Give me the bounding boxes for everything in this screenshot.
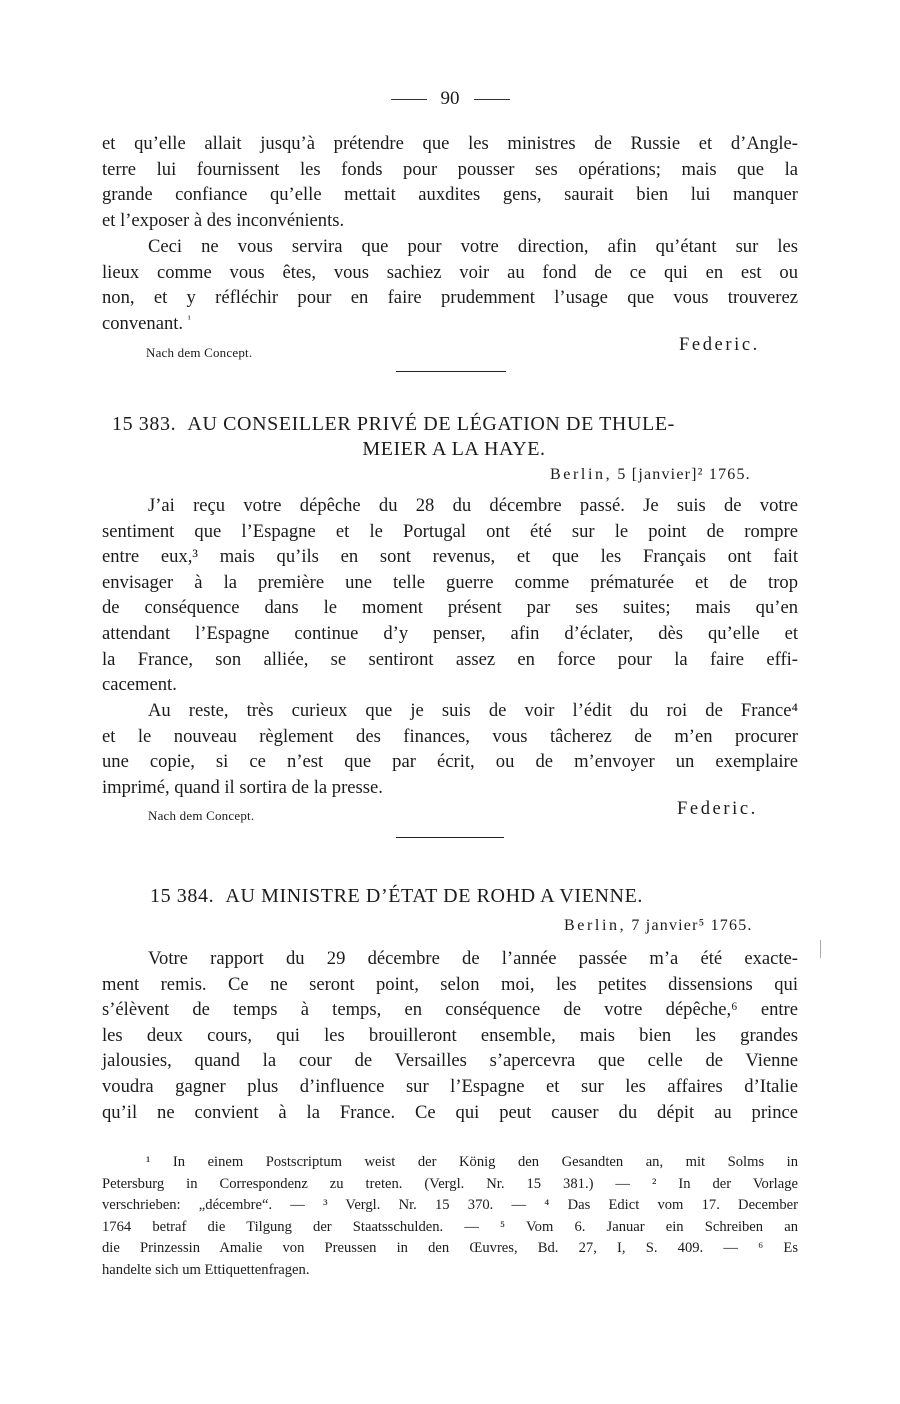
text-line: et l’exposer à des inconvénients.	[102, 209, 345, 231]
header-dash-right	[474, 99, 510, 100]
text-line: terre lui fournissent les fonds pour pousser ses opérations; mais que la	[102, 158, 798, 180]
text-line: une copie, si ce n’est que par écrit, ou de m’envoyer un exemplaire	[102, 751, 798, 773]
text-line-content: convenant.	[102, 312, 184, 334]
text-line: les deux cours, qui les brouilleront ensemble, mais bien les grandes	[102, 1024, 798, 1046]
footnote-line: handelte sich um Ettiquettenfragen.	[102, 1261, 310, 1278]
paragraph-letter-body	[102, 493, 798, 698]
heading-line-2: MEIER A LA HAYE.	[362, 438, 546, 460]
footnote-ref: ¹	[187, 313, 191, 325]
text-line: jalousies, quand la cour de Versailles s’apercevra que celle de Vienne	[102, 1050, 798, 1072]
text-line: cacement.	[102, 674, 177, 696]
text-line: entre eux,³ mais qu’ils en sont revenus, et que les Français ont fait	[102, 546, 798, 568]
date-value: 5 [janvier]² 1765.	[617, 466, 751, 483]
text-line: et le nouveau règlement des finances, vous tâcherez de m’en procurer	[102, 725, 798, 747]
text-line: Au reste, très curieux que je suis de voir l’édit du roi de France⁴	[148, 700, 798, 721]
dateline	[564, 917, 753, 935]
text-line: Ceci ne vous servira que pour votre direction, afin qu’étant sur les	[148, 236, 798, 257]
margin-mark	[820, 940, 821, 958]
text-line: J’ai reçu votre dépêche du 28 du décembre passé. Je suis de votre	[148, 495, 798, 516]
page-number-header	[0, 88, 900, 110]
text-line: Votre rapport du 29 décembre de l’année passée m’a été exacte-	[148, 948, 798, 969]
paragraph-edict	[102, 698, 798, 800]
date-value: 7 janvier⁵ 1765.	[631, 917, 753, 934]
text-line: ment remis. Ce ne seront point, selon moi, les petites dissensions qui	[102, 973, 798, 995]
footnote-line: verschrieben: „décembre“. — ³ Vergl. Nr. 15 370. — ⁴ Das Edict vom 17. December	[102, 1197, 798, 1214]
text-line: qu’il ne convient à la France. Ce qui peut causer du dépit au prince	[102, 1101, 798, 1123]
heading-title: AU CONSEILLER PRIVÉ DE LÉGATION DE THULE-	[187, 413, 675, 435]
dateline	[550, 466, 751, 484]
text-line: de conséquence dans le moment présent par ses suites; mais qu’en	[102, 597, 798, 619]
section-divider	[396, 837, 504, 838]
footnote-line: die Prinzessin Amalie von Preussen in den Œuvres, Bd. 27, I, S. 409. — ⁶ Es	[102, 1240, 798, 1257]
date-place: Berlin,	[564, 917, 627, 934]
text-line	[102, 311, 798, 337]
paragraph-direction	[102, 234, 798, 336]
footnote-line: 1764 betraf die Tilgung der Staatsschulden. — ⁵ Vom 6. Januar ein Schreiben an	[102, 1218, 798, 1235]
footnote-line: Petersburg in Correspondenz zu treten. (Vergl. Nr. 15 381.) — ² In der Vorlage	[102, 1175, 798, 1192]
text-line: lieux comme vous êtes, vous sachiez voir au fond de ce qui en est ou	[102, 261, 798, 283]
text-line: grande confiance qu’elle mettait auxdites gens, saurait bien lui manquer	[102, 184, 798, 206]
page-number: 90	[440, 88, 460, 109]
footnote-line: ¹ In einem Postscriptum weist der König den Gesandten an, mit Solms in	[146, 1154, 798, 1170]
text-line: la France, son alliée, se sentiront assez en force pour la faire effi-	[102, 648, 798, 670]
header-dash-left	[391, 99, 427, 100]
paragraph-continuation	[102, 131, 798, 233]
text-line: envisager à la première une telle guerre comme prématurée et de trop	[102, 571, 798, 593]
source-note: Nach dem Concept.	[146, 345, 253, 360]
letter-heading	[150, 884, 800, 909]
text-line: non, et y réfléchir pour en faire prudemment l’usage que vous trouverez	[102, 287, 798, 309]
section-divider	[396, 371, 506, 372]
letter-heading	[112, 412, 796, 462]
letter-number: 15 383.	[112, 413, 177, 435]
heading-title: AU MINISTRE D’ÉTAT DE ROHD A VIENNE.	[225, 885, 643, 907]
signature: Federic.	[677, 799, 758, 819]
footnotes	[102, 1152, 798, 1282]
text-line: voudra gagner plus d’influence sur l’Espagne et sur les affaires d’Italie	[102, 1075, 798, 1097]
source-note: Nach dem Concept.	[148, 808, 255, 823]
text-line: sentiment que l’Espagne et le Portugal ont été sur le point de rompre	[102, 520, 798, 542]
heading-line	[150, 884, 800, 909]
text-line: attendant l’Espagne continue d’y penser, afin d’éclater, dès qu’elle et	[102, 622, 798, 644]
signature: Federic.	[679, 335, 760, 355]
letter-number: 15 384.	[150, 885, 215, 907]
paragraph-letter-body	[102, 946, 798, 1125]
date-place: Berlin,	[550, 466, 613, 483]
text-line: et qu’elle allait jusqu’à prétendre que les ministres de Russie et d’Angle-	[102, 133, 798, 154]
text-line: imprimé, quand il sortira de la presse.	[102, 776, 383, 798]
heading-line	[112, 412, 796, 437]
text-line: s’élèvent de temps à temps, en conséquence de votre dépêche,⁶ entre	[102, 999, 798, 1021]
